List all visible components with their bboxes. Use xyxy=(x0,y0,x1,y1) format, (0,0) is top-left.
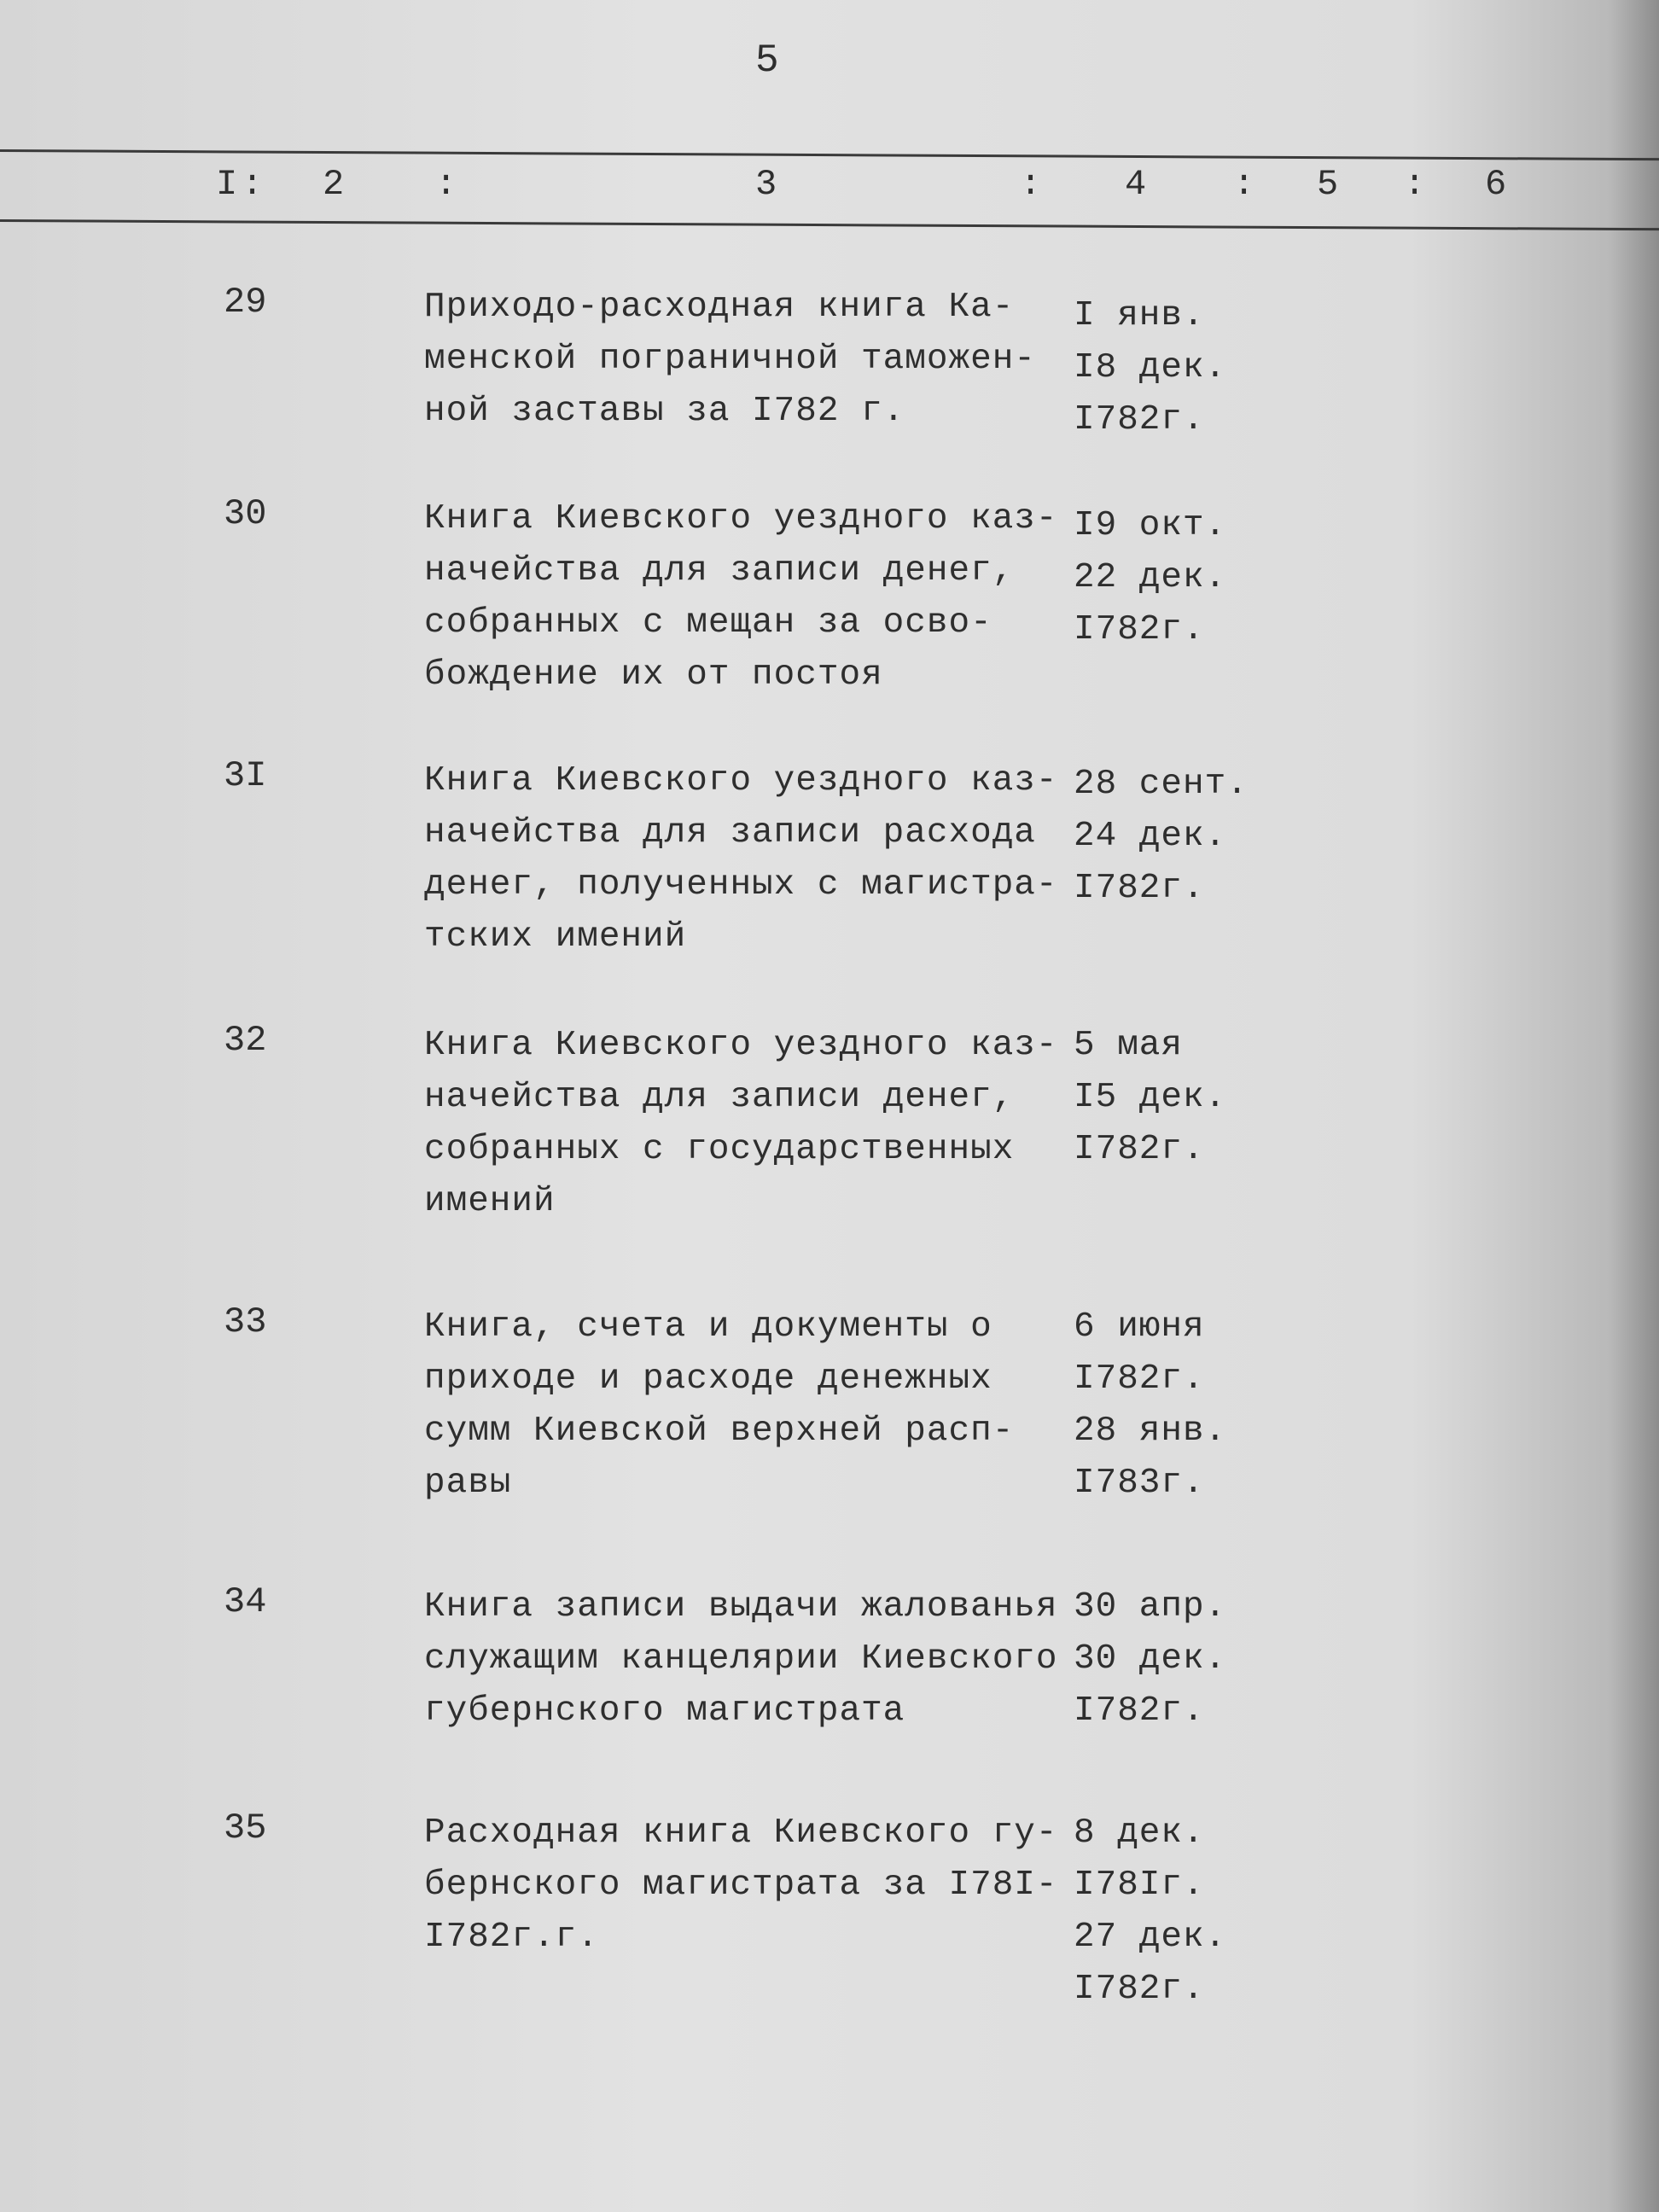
entry-title xyxy=(424,493,1073,701)
date-line: 28 сент. xyxy=(1074,765,1249,804)
title-line: служащим канцелярии Киевского xyxy=(424,1639,1058,1679)
date-line: 28 янв. xyxy=(1074,1412,1227,1451)
title-line: губернского магистрата xyxy=(424,1691,905,1731)
header-col-3: 3 xyxy=(755,164,777,205)
title-line: тских имений xyxy=(424,917,687,957)
date-line: I782г. xyxy=(1074,400,1205,439)
title-line: Расходная книга Киевского гу- xyxy=(424,1813,1058,1853)
entry-dates xyxy=(1074,1020,1226,1176)
header-separator: : xyxy=(1404,164,1426,205)
entry-dates xyxy=(1074,500,1226,656)
date-line: I9 окт. xyxy=(1074,506,1227,545)
date-line: 24 дек. xyxy=(1074,817,1227,856)
date-line: 30 апр. xyxy=(1074,1587,1227,1627)
date-line: I8 дек. xyxy=(1074,348,1227,387)
entry-dates xyxy=(1074,1301,1226,1510)
title-line: денег, полученных с магистра- xyxy=(424,865,1058,905)
title-line: ной заставы за I782 г. xyxy=(424,392,905,431)
entry-number: 29 xyxy=(224,282,267,323)
title-line: Книга, счета и документы о xyxy=(424,1307,992,1347)
page-number: 5 xyxy=(755,38,779,83)
title-line: I782г.г. xyxy=(424,1918,599,1957)
date-line: 5 мая xyxy=(1074,1026,1184,1065)
entry-number: 30 xyxy=(224,493,267,534)
entry-title xyxy=(424,282,1073,438)
title-line: бернского магистрата за I78I- xyxy=(424,1866,1058,1905)
title-line: собранных с государственных xyxy=(424,1130,1015,1169)
date-line: I782г. xyxy=(1074,1970,1205,2009)
title-line: равы xyxy=(424,1464,512,1503)
header-separator: : xyxy=(242,164,264,205)
date-line: I янв. xyxy=(1074,296,1205,335)
entry-title xyxy=(424,755,1073,963)
title-line: имений xyxy=(424,1182,556,1221)
entry-title xyxy=(424,1581,1073,1738)
header-bottom-rule xyxy=(0,219,1659,230)
header-col-2: 2 xyxy=(323,164,345,205)
entry-number: 3I xyxy=(224,755,267,796)
date-line: I782г. xyxy=(1074,1691,1205,1731)
title-line: начейства для записи денег, xyxy=(424,1078,1015,1117)
date-line: 30 дек. xyxy=(1074,1639,1227,1679)
title-line: Книга записи выдачи жалованья xyxy=(424,1587,1058,1627)
header-col-6: 6 xyxy=(1485,164,1507,205)
entry-title xyxy=(424,1301,1073,1510)
date-line: I782г. xyxy=(1074,610,1205,649)
title-line: Книга Киевского уездного каз- xyxy=(424,1026,1058,1065)
title-line: Приходо-расходная книга Ка- xyxy=(424,288,1015,327)
header-separator: : xyxy=(435,164,457,205)
header-col-4: 4 xyxy=(1125,164,1147,205)
date-line: I5 дек. xyxy=(1074,1078,1227,1117)
entry-number: 33 xyxy=(224,1301,267,1342)
entry-title xyxy=(424,1807,1073,1964)
date-line: 27 дек. xyxy=(1074,1918,1227,1957)
title-line: начейства для записи денег, xyxy=(424,551,1015,591)
entry-number: 32 xyxy=(224,1020,267,1061)
header-separator: : xyxy=(1233,164,1255,205)
title-line: собранных с мещан за осво- xyxy=(424,603,992,643)
title-line: бождение их от постоя xyxy=(424,655,883,695)
entry-dates xyxy=(1074,759,1249,915)
date-line: I78Iг. xyxy=(1074,1866,1205,1905)
date-line: I782г. xyxy=(1074,1130,1205,1169)
header-col-1: I xyxy=(216,164,238,205)
entry-dates xyxy=(1074,1807,1226,2016)
title-line: приходе и расходе денежных xyxy=(424,1359,992,1399)
header-separator: : xyxy=(1020,164,1042,205)
title-line: сумм Киевской верхней расп- xyxy=(424,1412,1015,1451)
title-line: Книга Киевского уездного каз- xyxy=(424,499,1058,538)
title-line: начейства для записи расхода xyxy=(424,813,1036,853)
date-line: I782г. xyxy=(1074,869,1205,908)
header-col-5: 5 xyxy=(1317,164,1339,205)
entry-dates xyxy=(1074,290,1226,446)
title-line: менской пограничной таможен- xyxy=(424,340,1036,379)
date-line: I783г. xyxy=(1074,1464,1205,1503)
date-line: I782г. xyxy=(1074,1359,1205,1399)
title-line: Книга Киевского уездного каз- xyxy=(424,761,1058,800)
header-top-rule xyxy=(0,149,1659,160)
date-line: 22 дек. xyxy=(1074,558,1227,597)
date-line: 6 июня xyxy=(1074,1307,1205,1347)
entry-title xyxy=(424,1020,1073,1228)
date-line: 8 дек. xyxy=(1074,1813,1205,1853)
entry-dates xyxy=(1074,1581,1226,1738)
entry-number: 34 xyxy=(224,1581,267,1622)
entry-number: 35 xyxy=(224,1807,267,1848)
